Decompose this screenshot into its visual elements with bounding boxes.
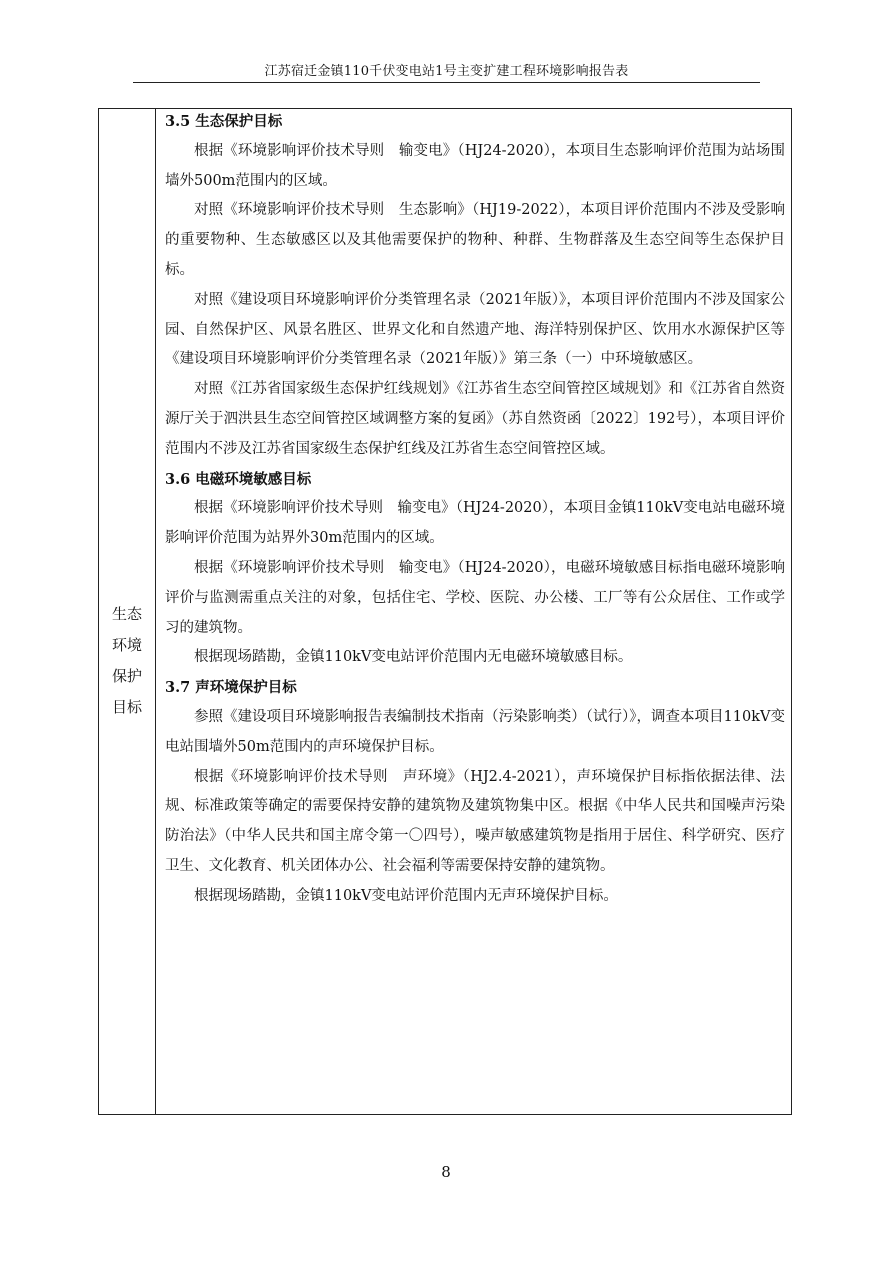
paragraph: 参照《建设项目环境影响报告表编制技术指南（污染影响类）（试行）》，调查本项目110kV变电站围墙外50m范围内的声环境保护目标。 bbox=[165, 708, 785, 755]
paragraph: 根据《环境影响评价技术导则 输变电》（HJ24-2020），本项目生态影响评价范围为站场围墙外500m范围内的区域。 bbox=[165, 142, 785, 189]
row-label-line: 保护 bbox=[111, 667, 142, 685]
column-divider bbox=[155, 108, 156, 1115]
paragraph: 根据《环境影响评价技术导则 声环境》（HJ2.4-2021），声环境保护目标指依据法律、法规、标准政策等确定的需要保持安静的建筑物及建筑物集中区。根据《中华人民共和国噪声污染防治法》（中华人民共和国主席令第一〇四号），噪声敏感建筑物是指用于居住、科学研究、医疗卫生、文化教育、机关团体办公、社会福利等需要保持安静的建筑物。 bbox=[165, 768, 785, 874]
paragraph: 对照《环境影响评价技术导则 生态影响》（HJ19-2022），本项目评价范围内不涉及受影响的重要物种、生态敏感区以及其他需要保护的物种、种群、生物群落及生态空间等生态保护目标。 bbox=[165, 202, 785, 278]
row-label-line: 环境 bbox=[111, 636, 142, 654]
paragraph: 对照《建设项目环境影响评价分类管理名录（2021年版）》，本项目评价范围内不涉及国家公园、自然保护区、风景名胜区、世界文化和自然遗产地、海洋特别保护区、饮用水水源保护区等《建设项目环境影响评价分类管理名录（2021年版）》第三条（一）中环境敏感区。 bbox=[165, 291, 785, 368]
section-heading-electromagnetic: 3.6 电磁环境敏感目标 bbox=[165, 470, 312, 488]
section-heading-ecology: 3.5 生态保护目标 bbox=[165, 113, 283, 130]
header-rule bbox=[133, 82, 760, 83]
page-number: 8 bbox=[441, 1163, 451, 1181]
running-header-title: 江苏宿迁金镇110千伏变电站1号主变扩建工程环境影响报告表 bbox=[264, 64, 629, 79]
row-label-line: 生态 bbox=[111, 605, 142, 623]
row-label-ecological-protection-targets bbox=[99, 599, 155, 723]
content-cell bbox=[165, 107, 785, 912]
paragraph: 根据《环境影响评价技术导则 输变电》（HJ24-2020），本项目金镇110kV变电站电磁环境影响评价范围为站界外30m范围内的区域。 bbox=[165, 500, 785, 547]
section-heading-acoustic: 3.7 声环境保护目标 bbox=[165, 679, 297, 697]
paragraph: 对照《江苏省国家级生态保护红线规划》《江苏省生态空间管控区域规划》和《江苏省自然资源厅关于泗洪县生态空间管控区域调整方案的复函》（苏自然资函〔2022〕192号），本项目评价范围内不涉及江苏省国家级生态保护红线及江苏省生态空间管控区域。 bbox=[165, 381, 785, 457]
paragraph: 根据《环境影响评价技术导则 输变电》（HJ24-2020），电磁环境敏感目标指电磁环境影响评价与监测需重点关注的对象，包括住宅、学校、医院、办公楼、工厂等有公众居住、工作或学习的建筑物。 bbox=[165, 559, 785, 636]
paragraph: 根据现场踏勘，金镇110kV变电站评价范围内无电磁环境敏感目标。 bbox=[194, 649, 633, 666]
row-label-line: 目标 bbox=[111, 698, 142, 716]
paragraph: 根据现场踏勘，金镇110kV变电站评价范围内无声环境保护目标。 bbox=[194, 887, 618, 904]
